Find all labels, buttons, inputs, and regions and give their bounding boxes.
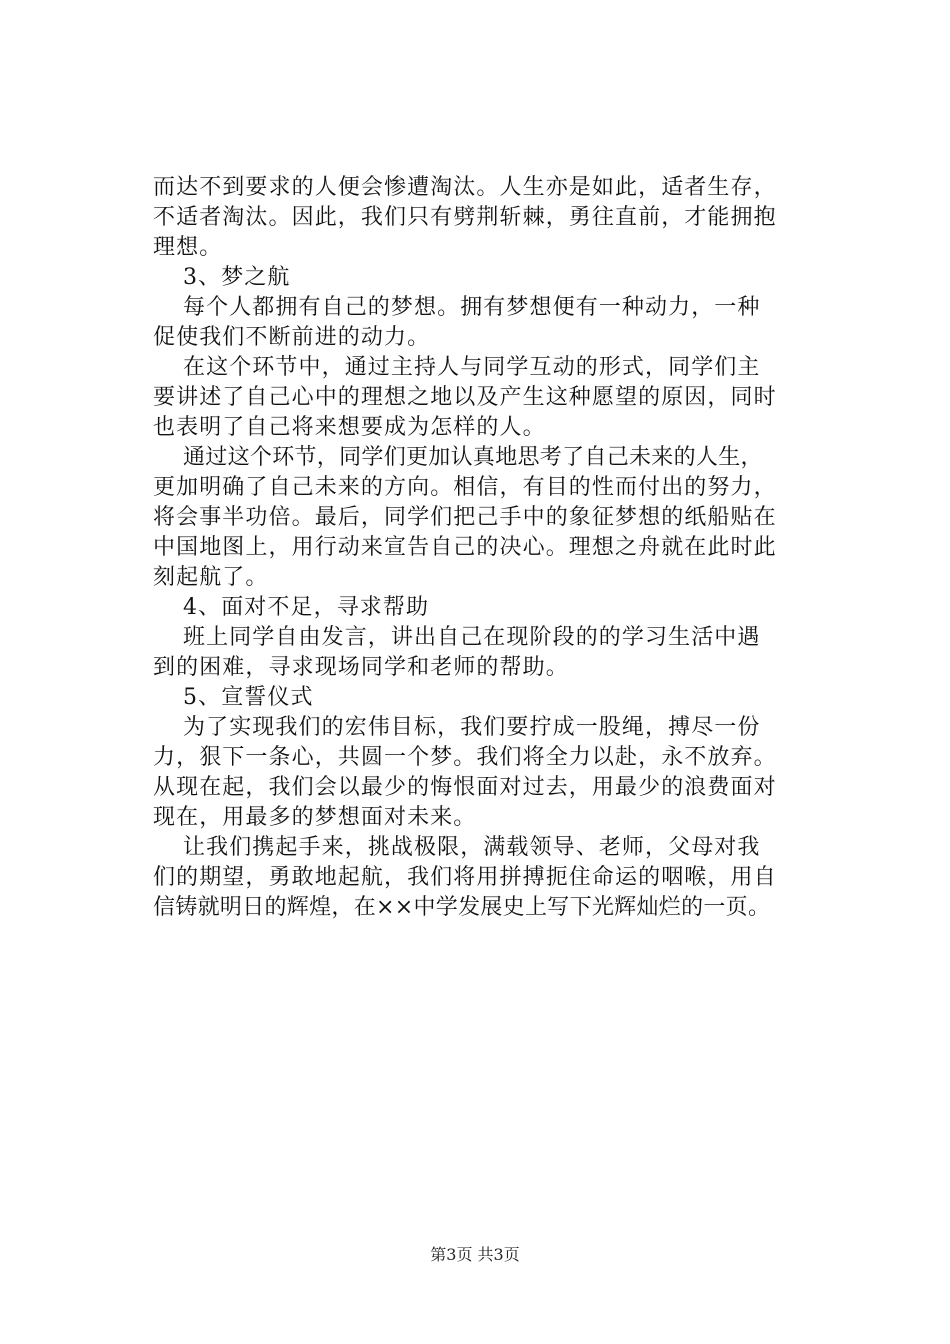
paragraph-line: 更加明确了自己未来的方向。相信，有目的性而付出的努力， (153, 475, 777, 500)
paragraph-line: 而达不到要求的人便会惨遭淘汰。人生亦是如此，适者生存， (153, 175, 777, 200)
paragraph-line: 也表明了自己将来想要成为怎样的人。 (153, 415, 546, 440)
paragraph-line: 每个人都拥有自己的梦想。拥有梦想便有一种动力，一种 (183, 295, 761, 320)
page-footer: 第3页 共3页 (430, 1245, 520, 1264)
paragraph-line: 班上同学自由发言，讲出自己在现阶段的的学习生活中遇 (183, 625, 761, 650)
paragraph-line: 力，狠下一条心，共圆一个梦。我们将全力以赴，永不放弃。 (153, 745, 777, 770)
paragraph-line: 信铸就明日的辉煌，在××中学发展史上写下光辉灿烂的一页。 (153, 895, 771, 920)
paragraph-line: 中国地图上，用行动来宣告自己的决心。理想之舟就在此时此 (153, 535, 777, 560)
paragraph-line: 刻起航了。 (153, 565, 269, 590)
section-heading: 5、宣誓仪式 (183, 685, 314, 710)
section-heading: 4、面对不足，寻求帮助 (183, 595, 430, 620)
paragraph-line: 们的期望，勇敢地起航，我们将用拼搏扼住命运的咽喉，用自 (153, 865, 777, 890)
paragraph-line: 在这个环节中，通过主持人与同学互动的形式，同学们主 (183, 355, 761, 380)
paragraph-line: 到的困难，寻求现场同学和老师的帮助。 (153, 655, 569, 680)
paragraph-line: 为了实现我们的宏伟目标，我们要拧成一股绳，搏尽一份 (183, 715, 761, 740)
paragraph-line: 理想。 (153, 235, 223, 260)
paragraph-line: 要讲述了自己心中的理想之地以及产生这种愿望的原因，同时 (153, 385, 777, 410)
paragraph-line: 不适者淘汰。因此，我们只有劈荆斩棘，勇往直前，才能拥抱 (153, 205, 777, 230)
paragraph-line: 促使我们不断前进的动力。 (153, 325, 431, 350)
paragraph-line: 通过这个环节，同学们更加认真地思考了自己未来的人生， (183, 445, 763, 470)
section-heading: 3、梦之航 (183, 265, 291, 290)
paragraph-line: 现在，用最多的梦想面对未来。 (153, 805, 477, 830)
document-body (153, 173, 843, 923)
paragraph-line: 让我们携起手来，挑战极限，满载领导、老师，父母对我 (183, 835, 761, 860)
paragraph-line: 将会事半功倍。最后，同学们把己手中的象征梦想的纸船贴在 (153, 505, 777, 530)
paragraph-line: 从现在起，我们会以最少的悔恨面对过去，用最少的浪费面对 (153, 775, 777, 800)
